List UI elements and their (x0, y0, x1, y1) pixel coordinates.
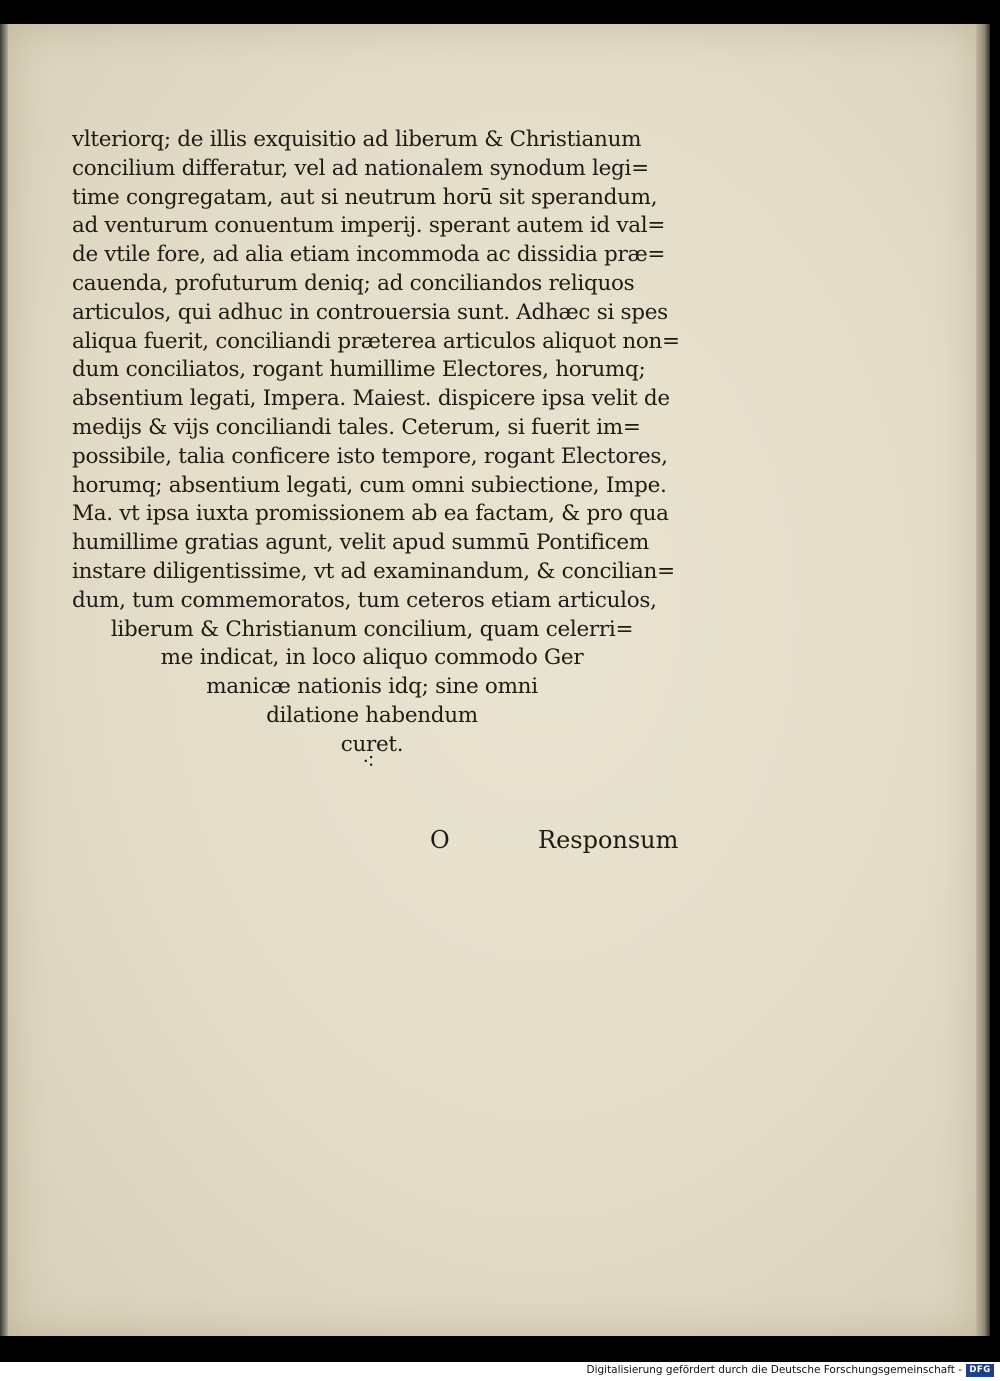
text-line: dum conciliatos, rogant humillime Electores, horumq; (72, 357, 646, 383)
centered-line: liberum & Christianum concilium, quam celerri= (110, 616, 634, 642)
text-line: articulos, qui adhuc in controuersia sunt. Adhæc si spes (72, 299, 668, 325)
ornament-mark: ⁖ (362, 750, 375, 775)
text-line: dum, tum commemoratos, tum ceteros etiam articulos, (72, 587, 657, 613)
page-edge-right (976, 24, 990, 1336)
centered-line: me indicat, in loco aliquo commodo Ger (160, 645, 584, 671)
dfg-logo-icon: DFG (966, 1364, 994, 1377)
text-line: vlteriorq; de illis exquisitio ad liberum & Christianum (72, 127, 642, 152)
text-line: Ma. vt ipsa iuxta promissionem ab ea factam, & pro qua (72, 501, 669, 527)
text-line: instare diligentissime, vt ad examinandum, & concilian= (72, 558, 675, 584)
text-line: humillime gratias agunt, velit apud summū Pontificem (72, 530, 649, 556)
centered-line: dilatione habendum (266, 702, 478, 728)
text-line: possibile, talia conficere isto tempore, rogant Electores, (72, 443, 668, 469)
text-line: medijs & vijs conciliandi tales. Ceterum, si fuerit im= (72, 414, 641, 440)
signature-mark: O (430, 826, 450, 854)
text-line: concilium differatur, vel ad nationalem synodum legi= (72, 155, 649, 181)
text-line: horumq; absentium legati, cum omni subiectione, Impe. (72, 472, 667, 498)
centered-line: manicæ nationis idq; sine omni (206, 674, 538, 700)
text-line: de vtile fore, ad alia etiam incommoda ac dissidia præ= (72, 242, 666, 268)
text-line: cauenda, profuturum deniq; ad conciliandos reliquos (72, 270, 635, 296)
body-text (72, 126, 680, 760)
centered-line: curet. (340, 731, 404, 757)
text-line: aliqua fuerit, conciliandi præterea articulos aliquot non= (72, 328, 680, 354)
text-line: absentium legati, Impera. Maiest. dispicere ipsa velit de (72, 386, 670, 412)
text-line: ad venturum conuentum imperij. sperant autem id val= (72, 213, 666, 239)
catchword: Responsum (538, 826, 679, 854)
footer-credit: Digitalisierung gefördert durch die Deutsche Forschungsgemeinschaft - (586, 1364, 962, 1376)
text-line: time congregatam, aut si neutrum horū sit sperandum, (72, 184, 658, 210)
